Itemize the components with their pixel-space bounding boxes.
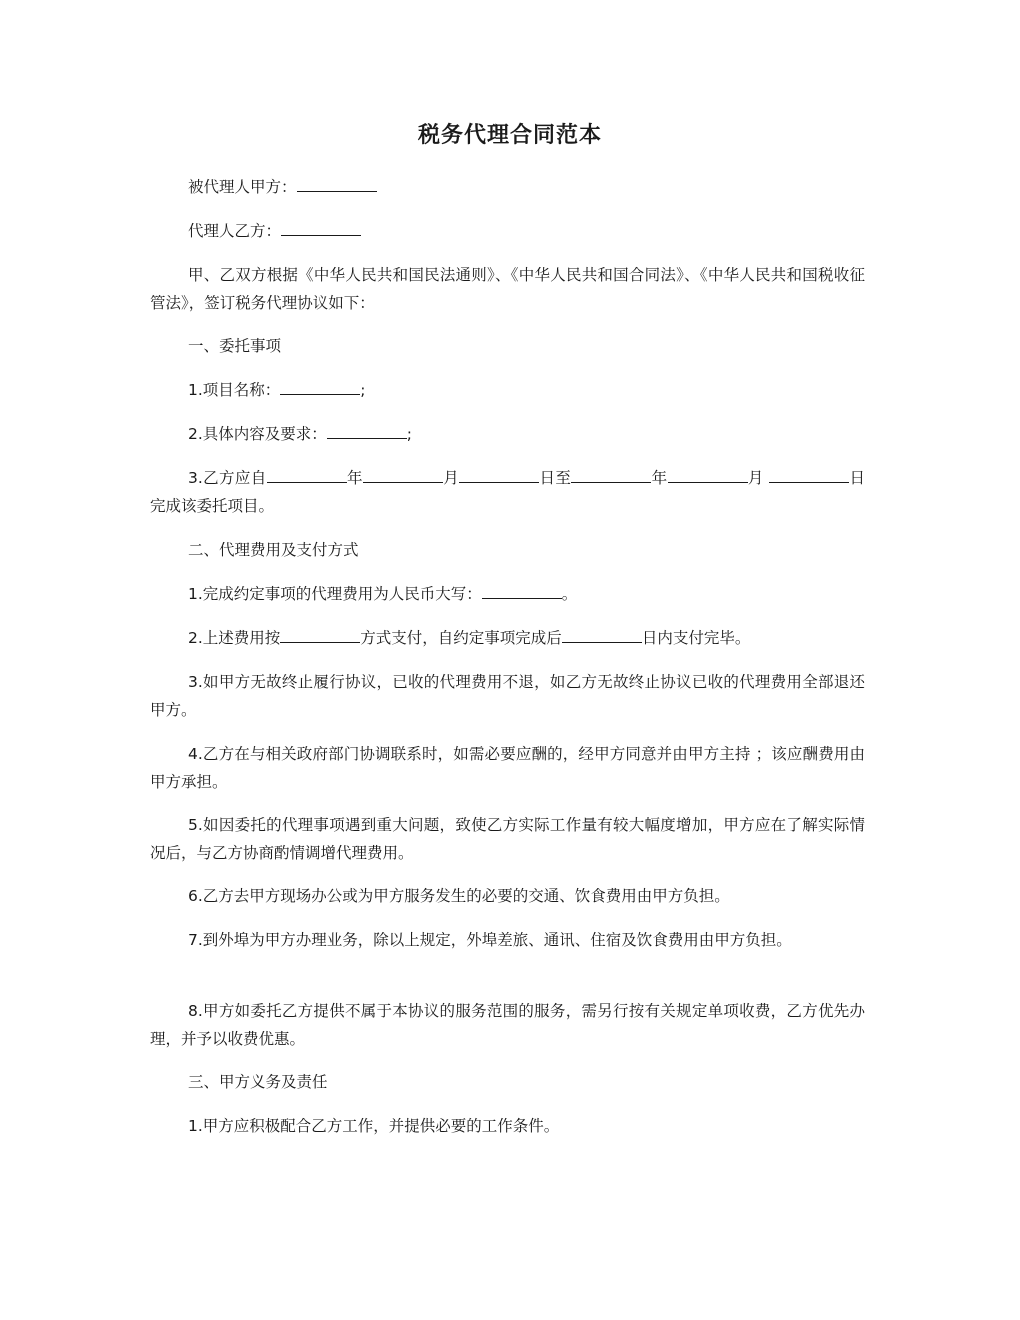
party-a-blank: [297, 177, 377, 192]
end-day-blank: [769, 468, 849, 483]
start-month-blank: [363, 468, 443, 483]
period-prefix: 3.乙方应自: [188, 469, 267, 487]
section2-item4: 4.乙方在与相关政府部门协调联系时，如需必要应酬的，经甲方同意并由甲方主持 ；该应酬费用由甲方承担。: [150, 745, 865, 791]
start-year-blank: [267, 468, 347, 483]
item-end-mark: ;: [406, 425, 413, 443]
month-label: 月: [442, 469, 460, 487]
start-day-blank: [459, 468, 539, 483]
section2-heading: 二、代理费用及支付方式: [188, 541, 359, 559]
content-blank: [327, 424, 407, 439]
section2-item5: 5.如因委托的代理事项遇到重大问题，致使乙方实际工作量有较大幅度增加，甲方应在了解实际情况后，与乙方协商酌情调增代理费用。: [150, 816, 865, 862]
section2-item6: 6.乙方去甲方现场办公或为甲方服务发生的必要的交通、饮食费用由甲方负担。: [188, 887, 730, 905]
section3-item1: 1.甲方应积极配合乙方工作，并提供必要的工作条件。: [188, 1117, 560, 1135]
month-label: 月: [747, 469, 764, 487]
preamble-paragraph: 甲、乙双方根据《中华人民共和国民法通则》、《中华人民共和国合同法》、《中华人民共和国税收征管法》，签订税务代理协议如下：: [150, 266, 865, 312]
period-suffix: 日完成该委托项目。: [150, 469, 865, 515]
payment-suffix: 日内支付完毕。: [641, 629, 751, 647]
section1-item2: [150, 420, 865, 448]
party-b-label: 代理人乙方：: [188, 222, 282, 240]
item-end-mark: 。: [561, 585, 578, 603]
document-title: 税务代理合同范本: [417, 122, 602, 148]
section2-item7: 7.到外埠为甲方办理业务，除以上规定，外埠差旅、通讯、住宿及饮食费用由甲方负担。: [188, 931, 792, 949]
fee-blank: [482, 584, 562, 599]
project-name-label: 1.项目名称：: [188, 381, 281, 399]
section1-heading: 一、委托事项: [188, 337, 282, 355]
content-label: 2.具体内容及要求：: [188, 425, 327, 443]
item-end-mark: ;: [360, 381, 366, 399]
project-name-blank: [280, 380, 360, 395]
section2-item3: 3.如甲方无故终止履行协议，已收的代理费用不退，如乙方无故终止协议已收的代理费用全部退还甲方。: [150, 673, 865, 719]
party-b-line: [150, 217, 865, 245]
section3-heading: 三、甲方义务及责任: [188, 1073, 328, 1091]
payment-days-blank: [562, 628, 642, 643]
section1-item1: [150, 376, 865, 404]
section2-item2: [150, 624, 865, 652]
year-label: 年: [651, 469, 668, 487]
section2-item1: [150, 580, 865, 608]
payment-method-blank: [280, 628, 360, 643]
party-a-label: 被代理人甲方：: [188, 178, 297, 196]
fee-label: 1.完成约定事项的代理费用为人民币大写：: [188, 585, 482, 603]
payment-mid: 方式支付，自约定事项完成后: [360, 629, 562, 647]
end-month-blank: [668, 468, 748, 483]
year-label: 年: [346, 469, 363, 487]
section2-item8: 8.甲方如委托乙方提供不属于本协议的服务范围的服务，需另行按有关规定单项收费，乙方优先办理，并予以收费优惠。: [150, 1002, 865, 1048]
end-year-blank: [571, 468, 651, 483]
section1-item3: [150, 464, 865, 520]
party-a-line: [150, 173, 865, 201]
payment-prefix: 2.上述费用按: [188, 629, 281, 647]
party-b-blank: [281, 221, 361, 236]
day-to-label: 日至: [539, 469, 572, 487]
